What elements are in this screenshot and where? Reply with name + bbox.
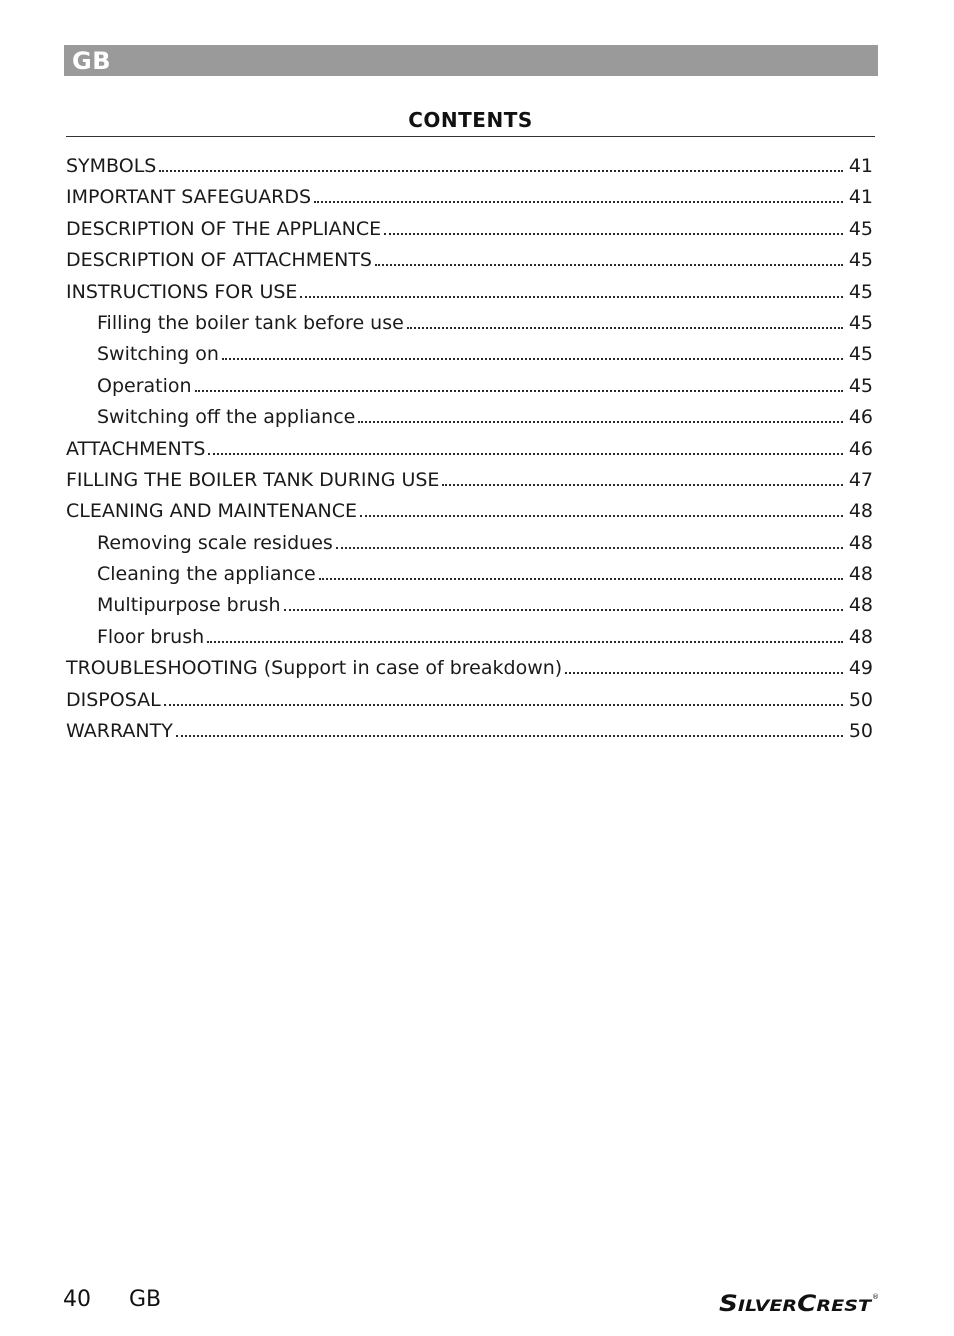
silvercrest-logo [718,1286,880,1318]
toc-entry-title: IMPORTANT SAFEGUARDS [66,186,312,209]
toc-entry-title: INSTRUCTIONS FOR USE [66,280,298,303]
toc-entry-title: WARRANTY [66,720,173,743]
toc-entry-page: 45 [848,343,873,366]
toc-entry[interactable] [66,433,873,464]
toc-entry-title: Operation [97,374,192,397]
toc-entry[interactable] [66,276,873,307]
toc-entry[interactable] [66,244,873,275]
toc-entry-page: 47 [848,468,873,491]
svg-text:SILVERCREST: S ILVER C REST [719,1292,863,1317]
toc-entry-title: DESCRIPTION OF THE APPLIANCE [66,217,382,240]
toc-entry[interactable] [66,370,873,401]
toc-entry-title: ATTACHMENTS [66,437,206,460]
toc-entry-page: 45 [848,374,873,397]
toc-entry-page: 45 [848,217,873,240]
toc-entry-title: SYMBOLS [66,155,157,177]
toc-entry-title: Floor brush [97,625,205,648]
toc-entry-page: 41 [848,186,873,209]
toc-dot-leader [176,715,843,737]
toc-dot-leader [300,276,842,298]
toc-entry-page: 49 [848,657,873,680]
toc-entry[interactable] [66,589,873,620]
toc-entry-page: 41 [848,155,873,177]
toc-dot-leader [375,244,843,266]
toc-dot-leader [360,495,843,517]
toc-entry-title: CLEANING AND MAINTENANCE [66,500,358,523]
toc-entry[interactable] [66,652,873,683]
toc-dot-leader [314,181,843,203]
toc-dot-leader [407,307,843,329]
toc-entry-page: 48 [848,531,873,554]
title-divider [66,136,875,137]
toc-entry-title: Switching on [97,343,219,366]
toc-dot-leader [208,433,842,455]
toc-entry-title: DISPOSAL [66,688,161,711]
toc-entry-page: 45 [848,311,873,334]
toc-entry-title: TROUBLESHOOTING (Support in case of breakdown) [66,657,563,680]
toc-dot-leader [222,338,843,360]
toc-dot-leader [195,370,843,392]
toc-entry[interactable] [66,558,873,589]
toc-dot-leader [565,652,843,674]
toc-entry[interactable] [66,338,873,369]
toc-entry[interactable] [66,213,873,244]
toc-entry[interactable] [66,307,873,338]
toc-entry-page: 48 [848,500,873,523]
toc-entry[interactable] [66,401,873,432]
toc-entry[interactable] [66,715,873,746]
language-label: GB [72,47,111,75]
toc-entry-page: 50 [848,720,873,743]
toc-entry-page: 45 [848,280,873,303]
toc-entry-page: 46 [848,406,873,429]
toc-entry[interactable] [66,495,873,526]
toc-dot-leader [336,527,843,549]
toc-entry[interactable] [66,181,873,212]
language-header-bar [64,45,878,76]
toc-entry-title: Multipurpose brush [97,594,281,617]
toc-entry[interactable] [66,464,873,495]
toc-entry[interactable] [66,684,873,715]
toc-entry-page: 45 [848,249,873,272]
toc-entry-title: Filling the boiler tank before use [97,311,404,334]
toc-entry-title: Cleaning the appliance [97,563,316,586]
toc-dot-leader [164,684,843,706]
toc-entry-page: 48 [848,625,873,648]
toc-dot-leader [442,464,842,486]
toc-entry-page: 48 [848,563,873,586]
toc-entry-page: 46 [848,437,873,460]
toc-dot-leader [358,401,842,423]
toc-dot-leader [319,558,843,580]
toc-entry-title: DESCRIPTION OF ATTACHMENTS [66,249,372,272]
toc-dot-leader [384,213,843,235]
svg-text:®: ® [872,1293,879,1301]
toc-dot-leader [284,589,843,611]
toc-entry-page: 50 [848,688,873,711]
footer-language-label: GB [129,1287,162,1312]
table-of-contents [66,150,873,746]
toc-entry-page: 48 [848,594,873,617]
toc-entry-title: Switching off the appliance [97,406,356,429]
toc-entry-title: FILLING THE BOILER TANK DURING USE [66,468,440,491]
footer-page-number: 40 [63,1287,91,1312]
toc-entry-title: Removing scale residues [97,531,333,554]
toc-entry[interactable] [66,527,873,558]
contents-title: CONTENTS [408,108,533,132]
toc-dot-leader [207,621,843,643]
toc-dot-leader [159,150,842,172]
toc-entry[interactable] [66,621,873,652]
toc-entry[interactable] [66,150,873,181]
